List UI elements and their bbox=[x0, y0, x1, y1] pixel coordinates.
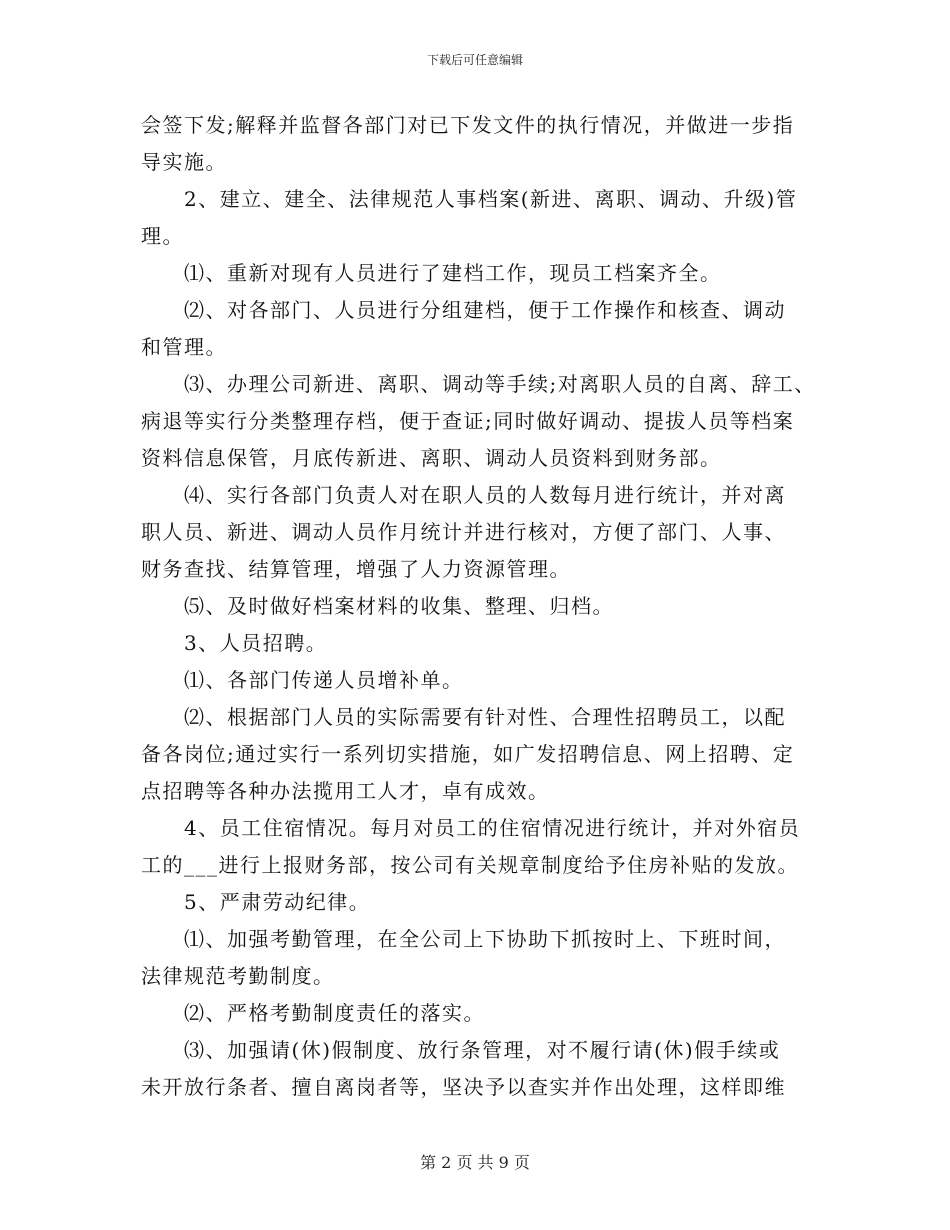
text-line: 4、员工住宿情况。每月对员工的住宿情况进行统计，并对外宿员 bbox=[141, 816, 801, 840]
text-line: ⑵、对各部门、人员进行分组建档，便于工作操作和核查、调动 bbox=[141, 298, 786, 322]
text-line: ⑸、及时做好档案材料的收集、整理、归档。 bbox=[141, 594, 614, 618]
text-line: 5、严肃劳动纪律。 bbox=[141, 890, 371, 914]
paragraph-4 bbox=[141, 292, 821, 366]
paragraph-12 bbox=[141, 884, 821, 921]
text-line: ⑴、重新对现有人员进行了建档工作，现员工档案齐全。 bbox=[141, 261, 722, 285]
text-line: 资料信息保管，月底传新进、离职、调动人员资料到财务部。 bbox=[141, 446, 722, 470]
text-line: 职人员、新进、调动人员作月统计并进行核对，方便了部门、人事、 bbox=[141, 520, 786, 544]
paragraph-13 bbox=[141, 921, 821, 995]
paragraph-14 bbox=[141, 995, 821, 1032]
text-line: ⑶、办理公司新进、离职、调动等手续;对离职人员的自离、辞工、 bbox=[141, 372, 816, 396]
text-line: 会签下发;解释并监督各部门对已下发文件的执行情况，并做进一步指 bbox=[141, 113, 795, 137]
paragraph-5 bbox=[141, 366, 821, 477]
paragraph-1 bbox=[141, 107, 821, 181]
text-line: 导实施。 bbox=[141, 150, 227, 174]
text-line: 病退等实行分类整理存档，便于查证;同时做好调动、提拔人员等档案 bbox=[141, 409, 795, 433]
text-line: 和管理。 bbox=[141, 335, 227, 359]
text-line: ⑵、根据部门人员的实际需要有针对性、合理性招聘员工，以配 bbox=[141, 705, 786, 729]
paragraph-10 bbox=[141, 699, 821, 810]
paragraph-8 bbox=[141, 625, 821, 662]
text-line: 工的___进行上报财务部，按公司有关规章制度给予住房补贴的发放。 bbox=[141, 853, 799, 877]
page-number: 第 2 页 共 9 页 bbox=[420, 1153, 530, 1172]
page-header: 下载后可任意编辑 bbox=[426, 53, 523, 67]
text-line: ⑵、严格考勤制度责任的落实。 bbox=[141, 1001, 485, 1025]
text-line: 备各岗位;通过实行一系列切实措施，如广发招聘信息、网上招聘、定 bbox=[141, 742, 795, 766]
paragraph-6 bbox=[141, 477, 821, 588]
text-line: 点招聘等各种办法揽用工人才，卓有成效。 bbox=[141, 779, 550, 803]
text-line: 未开放行条者、擅自离岗者等，坚决予以查实并作出处理，这样即维 bbox=[141, 1075, 786, 1099]
text-line: ⑶、加强请(休)假制度、放行条管理，对不履行请(休)假手续或 bbox=[141, 1038, 781, 1062]
document-body bbox=[141, 107, 821, 1106]
text-line: 法律规范考勤制度。 bbox=[141, 964, 335, 988]
paragraph-15 bbox=[141, 1032, 821, 1106]
text-line: ⑴、加强考勤管理，在全公司上下协助下抓按时上、下班时间， bbox=[141, 927, 786, 951]
text-line: 2、建立、建全、法律规范人事档案(新进、离职、调动、升级)管 bbox=[141, 187, 798, 211]
paragraph-3 bbox=[141, 255, 821, 292]
text-line: ⑷、实行各部门负责人对在职人员的人数每月进行统计，并对离 bbox=[141, 483, 786, 507]
text-line: 3、人员招聘。 bbox=[141, 631, 328, 655]
text-line: 财务查找、结算管理，增强了人力资源管理。 bbox=[141, 557, 571, 581]
text-line: 理。 bbox=[141, 224, 184, 248]
text-line: ⑴、各部门传递人员增补单。 bbox=[141, 668, 464, 692]
paragraph-9 bbox=[141, 662, 821, 699]
paragraph-11 bbox=[141, 810, 821, 884]
paragraph-7 bbox=[141, 588, 821, 625]
paragraph-2 bbox=[141, 181, 821, 255]
